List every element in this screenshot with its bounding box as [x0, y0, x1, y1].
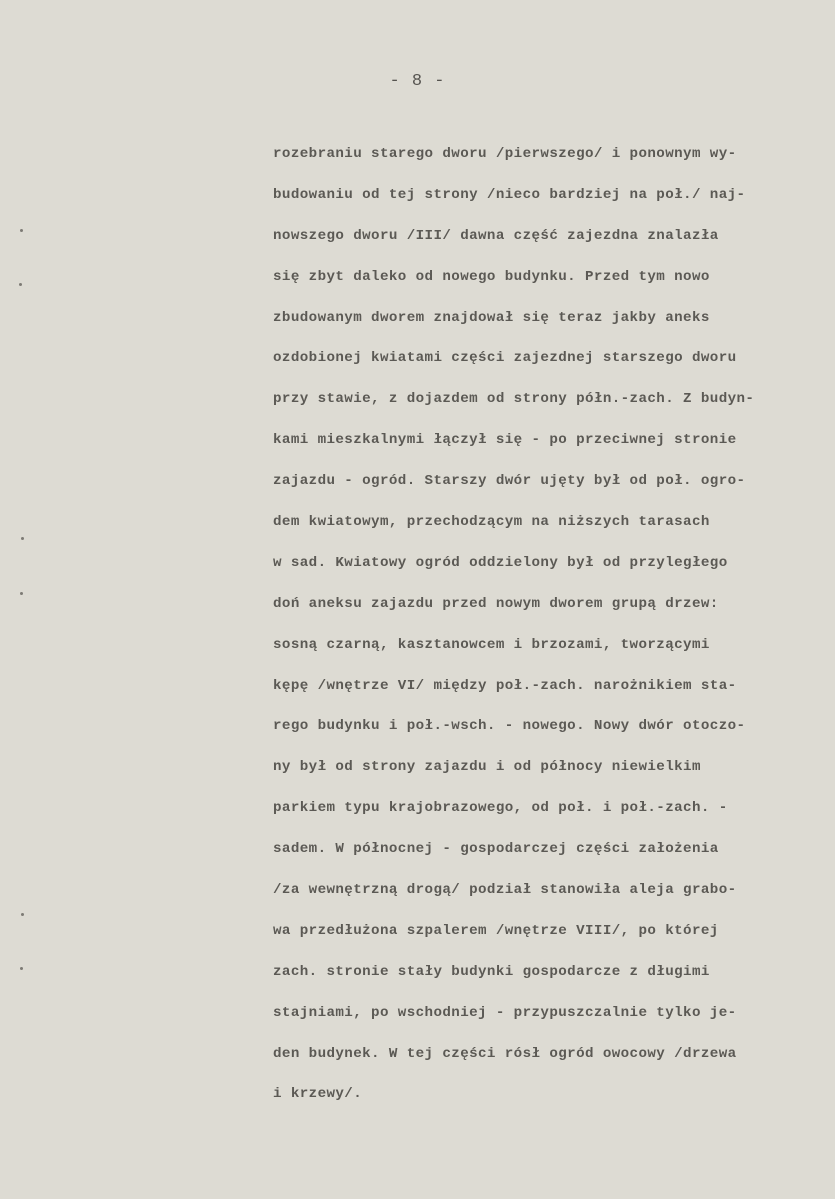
margin-speck	[20, 592, 23, 595]
margin-speck	[21, 913, 24, 916]
text-line: sadem. W północnej - gospodarczej części założenia	[273, 841, 719, 858]
body-text	[273, 144, 833, 1125]
margin-speck	[19, 283, 22, 286]
text-line: doń aneksu zajazdu przed nowym dworem grupą drzew:	[273, 595, 719, 612]
margin-speck	[21, 537, 24, 540]
text-line: nowszego dworu /III/ dawna część zajezdna znalazła	[273, 227, 719, 244]
text-line: ozdobionej kwiatami części zajezdnej starszego dworu	[273, 350, 737, 367]
margin-speck	[20, 229, 23, 232]
text-line: i krzewy/.	[273, 1086, 363, 1103]
text-line: kami mieszkalnymi łączył się - po przeciwnej stronie	[273, 432, 737, 449]
text-line: stajniami, po wschodniej - przypuszczalnie tylko je-	[273, 1004, 737, 1021]
text-line: sosną czarną, kasztanowcem i brzozami, tworzącymi	[273, 636, 710, 653]
text-line: rego budynku i poł.-wsch. - nowego. Nowy dwór otoczo-	[273, 718, 746, 735]
text-line: kępę /wnętrze VI/ między poł.-zach. narożnikiem sta-	[273, 677, 737, 694]
text-line: /za wewnętrzną drogą/ podział stanowiła aleja grabo-	[273, 882, 737, 899]
margin-speck	[20, 967, 23, 970]
text-line: dem kwiatowym, przechodzącym na niższych tarasach	[273, 514, 710, 531]
text-line: rozebraniu starego dworu /pierwszego/ i ponownym wy-	[273, 146, 737, 162]
text-line: zbudowanym dworem znajdował się teraz jakby aneks	[273, 309, 710, 326]
text-line: się zbyt daleko od nowego budynku. Przed tym nowo	[273, 268, 710, 285]
text-line: zach. stronie stały budynki gospodarcze z długimi	[273, 963, 710, 980]
text-line: w sad. Kwiatowy ogród oddzielony był od przyległego	[273, 554, 728, 571]
text-line: zajazdu - ogród. Starszy dwór ujęty był od poł. ogro-	[273, 473, 746, 490]
text-line: ny był od strony zajazdu i od północy niewielkim	[273, 759, 701, 776]
text-line: budowaniu od tej strony /nieco bardziej na poł./ naj-	[273, 186, 746, 203]
page-number: - 8 -	[389, 72, 446, 91]
text-line: parkiem typu krajobrazowego, od poł. i poł.-zach. -	[273, 800, 728, 817]
text-line: den budynek. W tej części rósł ogród owocowy /drzewa	[273, 1045, 737, 1062]
text-line: przy stawie, z dojazdem od strony półn.-zach. Z budyn-	[273, 391, 755, 408]
text-line: wa przedłużona szpalerem /wnętrze VIII/, po której	[273, 922, 719, 939]
